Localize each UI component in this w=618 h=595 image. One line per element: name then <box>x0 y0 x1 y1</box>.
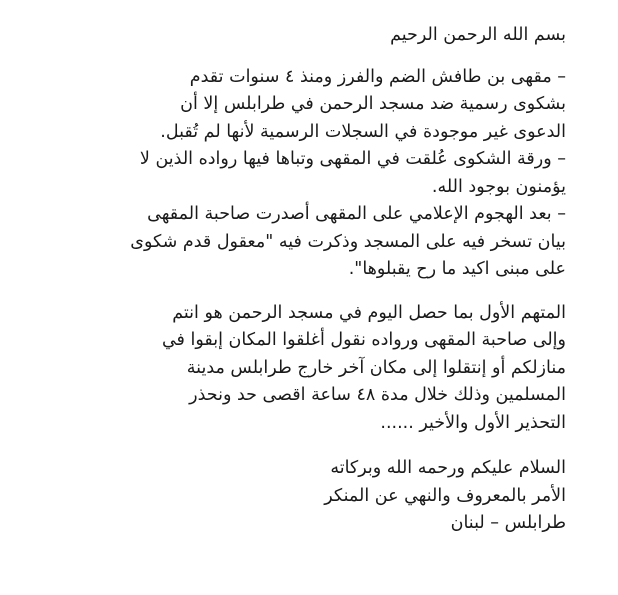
warning-line: التحذير الأول والأخير ...... <box>380 412 566 433</box>
fact-line: يؤمنون بوجود الله. <box>431 176 566 197</box>
warning-line: المسلمين وذلك خلال مدة ٤٨ ساعة اقصى حد ونحذر <box>189 385 566 405</box>
warning-line: وإلى صاحبة المقهى ورواده نقول أغلقوا المكان إبقوا في <box>161 330 566 350</box>
fact-line: بيان تسخر فيه على المسجد وذكرت فيه "معقول قدم شكوى <box>130 231 566 252</box>
fact-line: – ورقة الشكوى عُلقت في المقهى وتباها فيها رواده الذين لا <box>139 149 566 169</box>
fact-line: على مبنى اكيد ما رح يقبلوها". <box>348 259 566 279</box>
warning-block <box>52 300 566 438</box>
closing-greeting: السلام عليكم ورحمه الله وبركاته <box>330 458 566 478</box>
fact-line: – بعد الهجوم الإعلامي على المقهى أصدرت صاحبة المقهى <box>147 204 566 224</box>
facts-block <box>52 64 566 284</box>
closing-block <box>52 455 566 538</box>
basmala-line: بسم الله الرحمن الرحيم <box>390 25 566 45</box>
warning-line: منازلكم أو إنتقلوا إلى مكان آخر خارج طرابلس مدينة <box>186 357 566 378</box>
closing-location: طرابلس – لبنان <box>450 513 566 533</box>
warning-line: المتهم الأول بما حصل اليوم في مسجد الرحمن هو انتم <box>172 302 566 323</box>
fact-line: الدعوى غير موجودة في السجلات الرسمية لأنها لم تُقبل. <box>160 121 566 142</box>
closing-signature: الأمر بالمعروف والنهي عن المنكر <box>324 485 566 506</box>
basmala-block <box>52 22 566 50</box>
fact-line: بشكوى رسمية ضد مسجد الرحمن في طرابلس إلا أن <box>180 94 566 114</box>
fact-line: – مقهى بن طافش الضم والفرز ومنذ ٤ سنوات تقدم <box>189 66 566 87</box>
